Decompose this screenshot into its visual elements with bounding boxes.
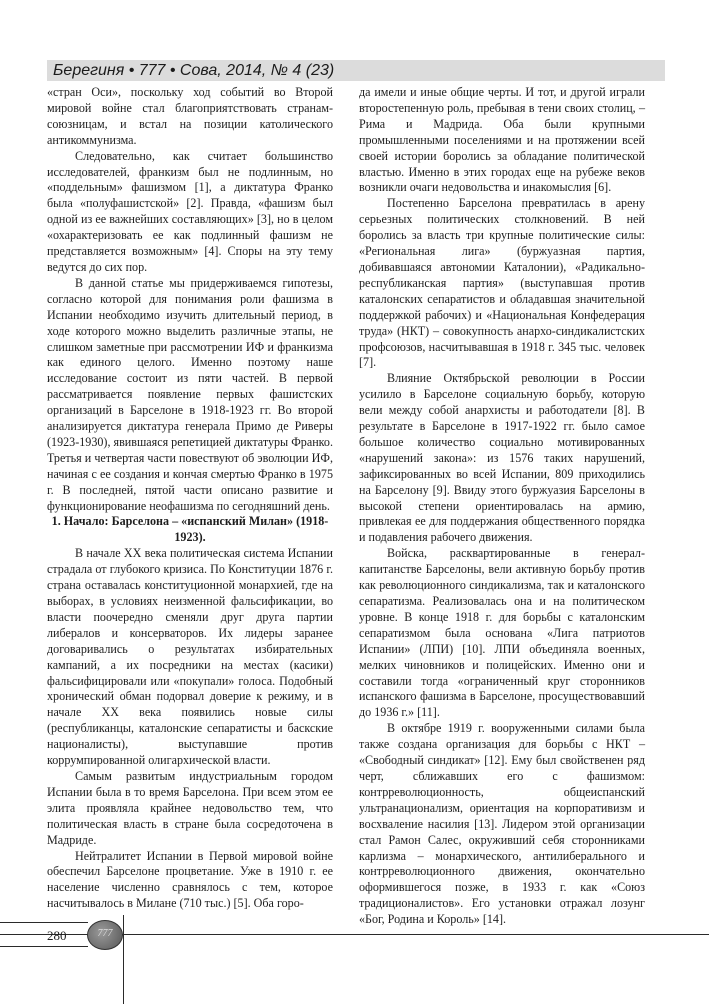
running-header <box>47 60 665 81</box>
left-column <box>47 85 333 912</box>
footer-rule <box>0 922 88 923</box>
paragraph: Влияние Октябрьской революции в России усилило в Барселоне социальную борьбу, которую вели между собой анархисты и работодатели [8]. В результате в Барселоне в 1917-1922 гг. было самое большое количество социально мотивированных «нарушений закона»: из 1576 таких нарушений, зафиксированных во всей Испании, 809 приходились на Барселону [9]. Ввиду этого буржуазия Барселоны в высокой степени ориентировалась на армию, привлекая ее для поддержания общественного порядка и подавления рабочего движения. <box>359 371 645 545</box>
paragraph: Самым развитым индустриальным городом Испании была в то время Барселона. При всем этом ее элита проявляла крайнее недовольство тем, что политическая власть в стране была сосредоточена в Мадриде. <box>47 768 333 847</box>
paragraph: В начале XX века политическая система Испании страдала от глубокого кризиса. По Конституции 1876 г. страна оставалась конституционной монархией, где на выборах, в условиях неизменной фальсификации, во власти поочередно сменяли друг друга партии либералов и консерваторов. Их лидеры заранее договаривались о результатах избирательных кампаний, а их посредники на местах (касики) фальсифицировали или «покупали» голоса. Подобный хронический обман подорвал доверие к режиму, и в начале XX века появились новые силы (республиканцы, каталонские сепаратисты и баскские националисты), выступавшие против коррумпированной олигархической власти. <box>47 546 333 768</box>
logo-text: 777 <box>97 928 113 939</box>
footer-vertical-rule <box>123 915 124 1004</box>
page-number: 280 <box>47 928 67 943</box>
paragraph: Войска, расквартированные в генерал-капитанстве Барселоны, вели активную борьбу против как революционного синдикализма, так и каталонского сепаратизма. Реализовалась она и на политическом уровне. В конце 1918 г. для борьбы с каталонским сепаратизмом была основана «Лига патриотов Испании» (ЛПИ) [10]. ЛПИ объединяла военных, мелких чиновников и полицейских. Именно они и составили тогда «ограниченный круг сторонников испанского фашизма в Барселоне, просуществовавший до 1936 г.» [11]. <box>359 546 645 720</box>
right-column <box>359 85 645 928</box>
paragraph: Следовательно, как считает большинство исследователей, франкизм был не подлинным, но «поддельным» фашизмом [1], а диктатура Франко была «полуфашистской» [2]. Правда, «фашизм был одной из ее важнейших составляющих» [3], но в целом «охарактеризовать ее как подлинный фашизм не представляется возможным» [4]. Споры на эту тему ведутся до сих пор. <box>47 148 333 274</box>
paragraph: Нейтралитет Испании в Первой мировой войне обеспечил Барселоне процветание. Уже в 1910 г. ее население численно сравнялось с тем, которое насчитывалось в Милане (710 тыс.) [5]. Оба горо- <box>47 848 333 911</box>
journal-logo-icon <box>87 920 123 950</box>
paragraph: да имели и иные общие черты. И тот, и другой играли второстепенную роль, пребывая в тени своих столиц, – Рима и Мадрида. Оба были крупными промышленными поселениями и на протяжении всей своей истории боролись за обладание политической властью. Именно в этих городах еще на рубеже веков возникли очаги недовольства и инакомыслия [6]. <box>359 85 645 195</box>
paragraph: «стран Оси», поскольку ход событий во Второй мировой войне стал благоприятствовать странам-союзницам, и встал на позиции католического антикоммунизма. <box>47 85 333 147</box>
header-title: Берегиня • 777 • Сова, 2014, № 4 (23) <box>53 62 335 79</box>
footer-rule <box>0 946 88 947</box>
paragraph: Постепенно Барселона превратилась в арену серьезных политических столкновений. В ней боролись за власть три крупные политические силы: «Региональная лига» (буржуазная партия, добивавшаяся автономии Каталонии), «Радикально-республиканская партия» (выступавшая против каталонских сепаратистов и обладавшая значительной поддержкой рабочих) и «Национальная Конфедерация труда» (НКТ) – совокупность анархо-синдикалистских профсоюзов, насчитывавшая в 1918 г. 345 тыс. человек [7]. <box>359 196 645 370</box>
paragraph: В октябре 1919 г. вооруженными силами была также создана организация для борьбы с НКТ – «Свободный синдикат» [12]. Ему был свойственен ряд черт, сближавших его с фашизмом: контрреволюционность, общеиспанский ультранационализм, ориентация на корпоративизм и восхваление насилия [13]. Лидером этой организации стал Рамон Салес, окруживший себя сторонниками карлизма – монархического, антилиберального и контрреволюционного движения, окончательно оформившегося позже, в 1933 г. как «Союз традиционалистов». Его установки отражал лозунг «Бог, Родина и Король» [14]. <box>359 721 645 927</box>
paragraph: В данной статье мы придерживаемся гипотезы, согласно которой для понимания роли фашизма в Испании необходимо изучить длительный период, в ходе которого можно выделить различные этапы, не слишком заметные при рассмотрении ИФ и франкизма как единого целого. Именно поэтому наше исследование состоит из пяти частей. В первой рассматривается появление первых фашистских организаций в Барселоне в 1918-1923 гг. Во второй анализируется диктатура генерала Примо де Риверы (1923-1930), явившаяся репетицией диктатуры Франко. Третья и четвертая части повествуют об эволюции ИФ, начиная с ее создания и кончая смертью Франко в 1975 г. В последней, пятой части описано развитие и функционирование неофашизма по сегодняшний день. <box>47 275 333 513</box>
section-heading: 1. Начало: Барселона – «испанский Милан» (1918-1923). <box>51 514 329 545</box>
